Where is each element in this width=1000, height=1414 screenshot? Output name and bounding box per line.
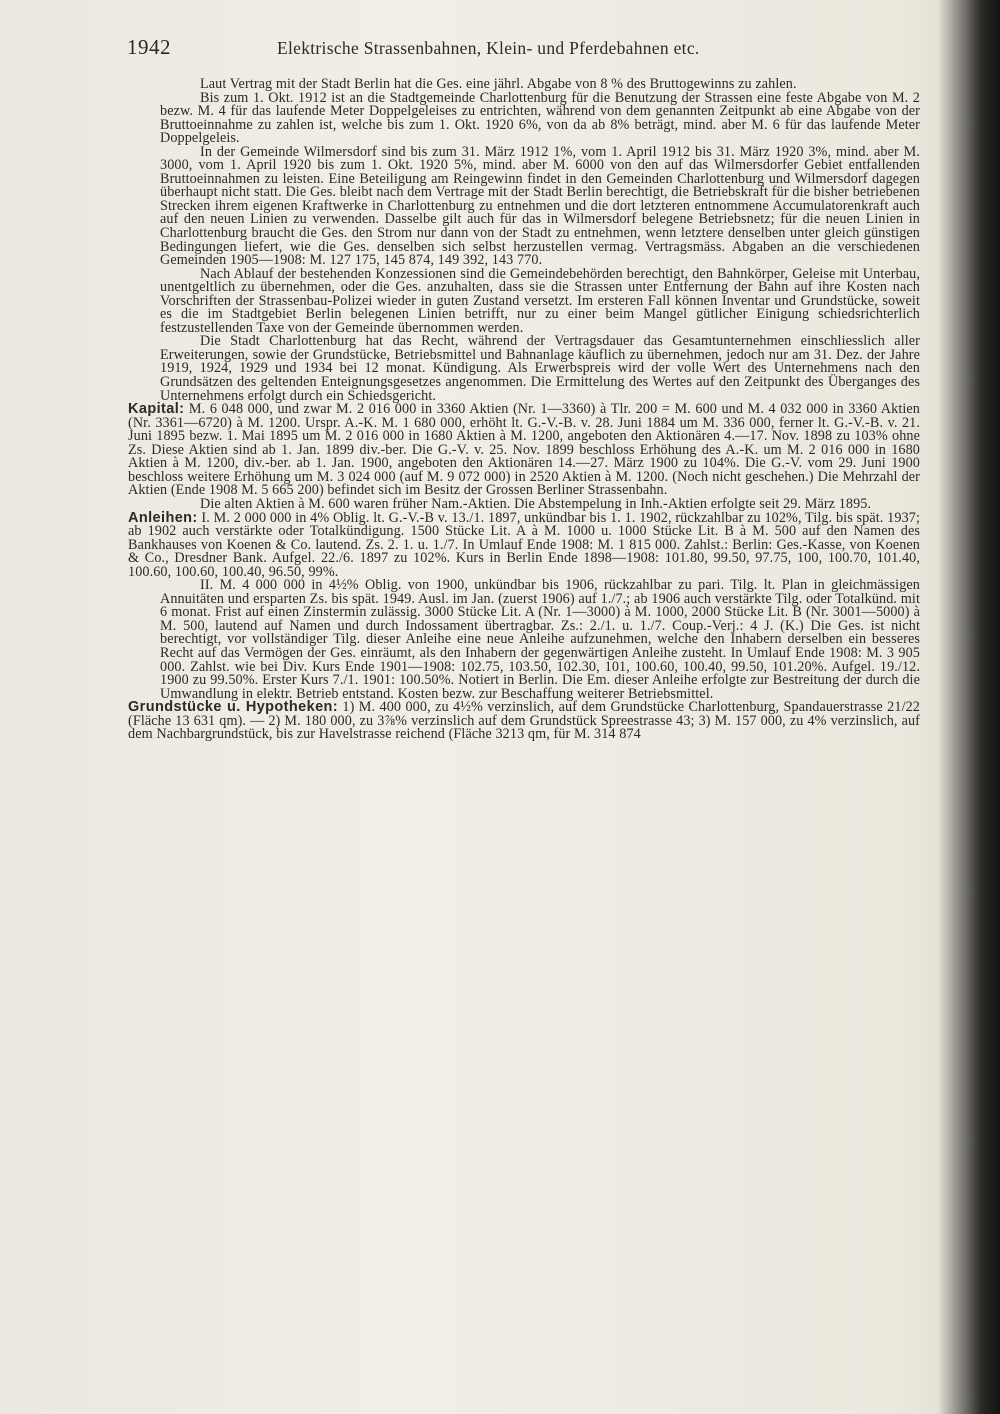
intro-paragraph: Bis zum 1. Okt. 1912 ist an die Stadtgemeinde Charlottenburg für die Benutzung der Strassen eine feste Abgabe von M. 2 bezw. M. 4 für das laufende Meter Doppelgeleises zu entrichten, während von dem genannten Zeitpunkt ab eine Abgabe von der Bruttoeinnahme zu zahlen ist, welche bis zum 1. Okt. 1920 6%, von da ab 8% beträgt, mind. aber M. 6 für das laufende Meter Doppelgeleis. [160,89,920,147]
intro-paragraph: Laut Vertrag mit der Stadt Berlin hat die Ges. eine jährl. Abgabe von 8 % des Bruttogewinns zu zahlen. [200,76,797,92]
running-head: Elektrische Strassenbahnen, Klein- und Pferdebahnen etc. [277,38,700,58]
intro-paragraph: Nach Ablauf der bestehenden Konzessionen sind die Gemeindebehörden berechtigt, den Bahnkörper, Geleise mit Unterbau, unentgeltlich zu übernehmen, oder die Ges. anzuhalten, dass sie die Strassen unter Entfernung der Bahn auf ihre Kosten nach Vorschriften der Strassenbau-Polizei wieder in guten Zustand versetzt. Im ersteren Fall können Inventar und Grundstücke, soweit es die im Stadtgebiet Berlin belegenen Linien betrifft, nur zu einer beim Mangel gütlicher Einigung schiedsrichterlich festzustellenden Taxe von der Gemeinde übernommen werden. [160,265,920,336]
page-header [127,35,927,61]
section-first-paragraph [128,403,920,498]
section-text: I. M. 2 000 000 in 4% Oblig. lt. G.-V.-B v. 13./1. 1897, unkündbar bis 1. 1. 1902, rückzahlbar zu 102%, Tilg. bis spät. 1937; ab 1902 auch verstärkte oder Totalkündigung. 1500 Stücke Lit. A à M. 1000 u. 1000 Stücke Lit. B à M. 500 auf den Namen des Bankhauses von Koenen & Co. lautend. Zs. 2. 1. u. 1./7. In Umlauf Ende 1908: M. 1 815 000. Zahlst.: Berlin: Ges.-Kasse, von Koenen & Co., Dresdner Bank. Aufgel. 22./6. 1897 zu 102%. Kurs in Berlin Ende 1898—1908: 101.80, 99.50, 97.75, 100, 100.70, 101.40, 100.60, 100.60, 100.40, 96.50, 99%. [128,509,920,580]
page-number: 1942 [127,35,171,59]
section-grundstuecke [128,701,920,742]
section-anleihen [128,509,920,702]
section-text: 1) M. 400 000, zu 4½% verzinslich, auf dem Grundstücke Charlottenburg, Spandauerstrasse 21/22 (Fläche 13 631 qm). — 2) M. 180 000, zu 3⅞% verzinslich auf dem Grundstück Spreestrasse 43; 3) M. 157 000, zu 4% verzinslich, auf dem Nachbargrundstück, bis zur Havelstrasse reichend (Fläche 3213 qm, für M. 314 874 [128,699,921,743]
main-text [128,76,921,1408]
section-paragraph: Die alten Aktien à M. 600 waren früher Nam.-Aktien. Die Abstempelung in Inh.-Aktien erfolgte seit 29. März 1895. [200,495,872,512]
section-kapital [128,403,920,511]
section-heading: Kapital: [128,401,185,418]
section-first-paragraph [128,701,920,742]
section-heading: Anleihen: [128,509,198,526]
section-paragraph: II. M. 4 000 000 in 4½% Oblig. von 1900, unkündbar bis 1906, rückzahlbar zu pari. Tilg. lt. Plan in gleichmässigen Annuitäten und ersparten Zs. bis spät. 1949. Ausl. im Jan. (zuerst 1906) auf 1./7.; ab 1906 auch verstärkte Tilg. oder Totalkünd. mit 6 monat. Frist auf einen Zinstermin zulässig. 3000 Stücke Lit. A (Nr. 1—3000) à M. 1000, 2000 Stücke Lit. B (Nr. 3001—5000) à M. 500, lautend auf Namen und durch Indossament übertragbar. Zs.: 2./1. u. 1./7. Coup.-Verj.: 4 J. (K.) Die Ges. ist nicht berechtigt, vor vollständiger Tilg. dieser Anleihe eine neue Anleihe aufzunehmen, welche den Inhabern derselben ein besseres Recht auf das Vermögen der Ges. einräumt, als den Inhabern der gegenwärtigen Anleihe zusteht. In Umlauf Ende 1908: M. 3 905 000. Zahlst. wie bei Div. Kurs Ende 1901—1908: 102.75, 103.50, 102.30, 101, 100.60, 100.40, 99.50, 101.20%. Aufgel. 19./12. 1900 zu 99.50%. Erster Kurs 7./1. 1901: 100.50%. Notiert in Berlin. Die Em. dieser Anleihe erfolgte zur Bestreitung der durch die Umwandlung in elektr. Betrieb entstand. Kosten bezw. zur Beschaffung weiterer Betriebsmittel. [160,577,920,702]
section-text: M. 6 048 000, und zwar M. 2 016 000 in 3360 Aktien (Nr. 1—3360) à Tlr. 200 = M. 600 und M. 4 032 000 in 3360 Aktien (Nr. 3361—6720) à M. 1200. Urspr. A.-K. M. 1 680 000, erhöht lt. G.-V.-B. v. 28. Juni 1884 um M. 336 000, ferner lt. G.-V.-B. v. 21. Juni 1895 bezw. 1. Mai 1895 um M. 2 016 000 in 1680 Aktien à M. 1200, angeboten den Aktionären 4.—17. Nov. 1898 zu 103% ohne Zs. Diese Aktien sind ab 1. Jan. 1899 div.-ber. Die G.-V. v. 25. Nov. 1899 beschloss Erhöhung des A.-K. um M. 2 016 000 in 1680 Aktien à M. 1200, div.-ber. ab 1. Jan. 1900, angeboten den Aktionären 14.—27. März 1900 zu 104%. Die G.-V. vom 29. Juni 1900 beschloss weitere Erhöhung um M. 3 024 000 (auf M. 9 072 000) in 2520 Aktien à M. 1200. (Noch nicht geschehen.) Die Mehrzahl der Aktien (Ende 1908 M. 5 665 200) befindet sich im Besitz der Grossen Berliner Strassenbahn. [128,401,920,499]
page-edge-shadow [938,0,1000,1414]
intro-paragraph: Die Stadt Charlottenburg hat das Recht, während der Vertragsdauer das Gesamtunternehmen einschliesslich aller Erweiterungen, sowie der Grundstücke, Betriebsmittel und Bahnanlage käuflich zu übernehmen, jedoch nur am 31. Dez. der Jahre 1919, 1924, 1929 und 1934 bei 12 monat. Kündigung. Als Erwerbspreis wird der volle Wert des Unternehmens nach den Grundsätzen des geltenden Enteignungsgesetzes angenommen. Die Ermittelung des Wertes auf den Zeitpunkt des Überganges des Unternehmens erfolgt durch ein Schiedsgericht. [160,333,920,404]
section-first-paragraph [128,509,920,580]
section-heading: Grundstücke u. Hypotheken: [128,699,339,716]
intro-paragraph: In der Gemeinde Wilmersdorf sind bis zum 31. März 1912 1%, vom 1. April 1912 bis 31. März 1920 3%, mind. aber M. 3000, vom 1. April 1920 bis zum 1. Okt. 1920 5%, mind. aber M. 6000 von den auf das Wilmersdorfer Gebiet entfallenden Bruttoeinnahmen zu leisten. Eine Beteiligung am Reingewinn findet in den Gemeinden Charlottenburg und Wilmersdorf dagegen überhaupt nicht statt. Die Ges. bleibt nach dem Vertrage mit der Stadt Berlin berechtigt, die Betriebskraft für die bisher betriebenen Strecken ihrem eigenen Kraftwerke in Charlottenburg zu entnehmen und die dort letzteren entnommene Accumulatorenkraft auch auf den neuen Linien zu verwenden. Dasselbe gilt auch für das in Wilmersdorf belegene Betriebsnetz; für die neuen Linien in Charlottenburg braucht die Ges. den Strom nur dann von der Stadt zu entnehmen, wenn letztere denselben unter gleich günstigen Bedingungen liefert, wie die Ges. denselben sich selbst herzustellen vermag. Vertragsmäss. Abgaben an die verschiedenen Gemeinden 1905—1908: M. 127 175, 145 874, 149 392, 143 770. [160,143,920,269]
